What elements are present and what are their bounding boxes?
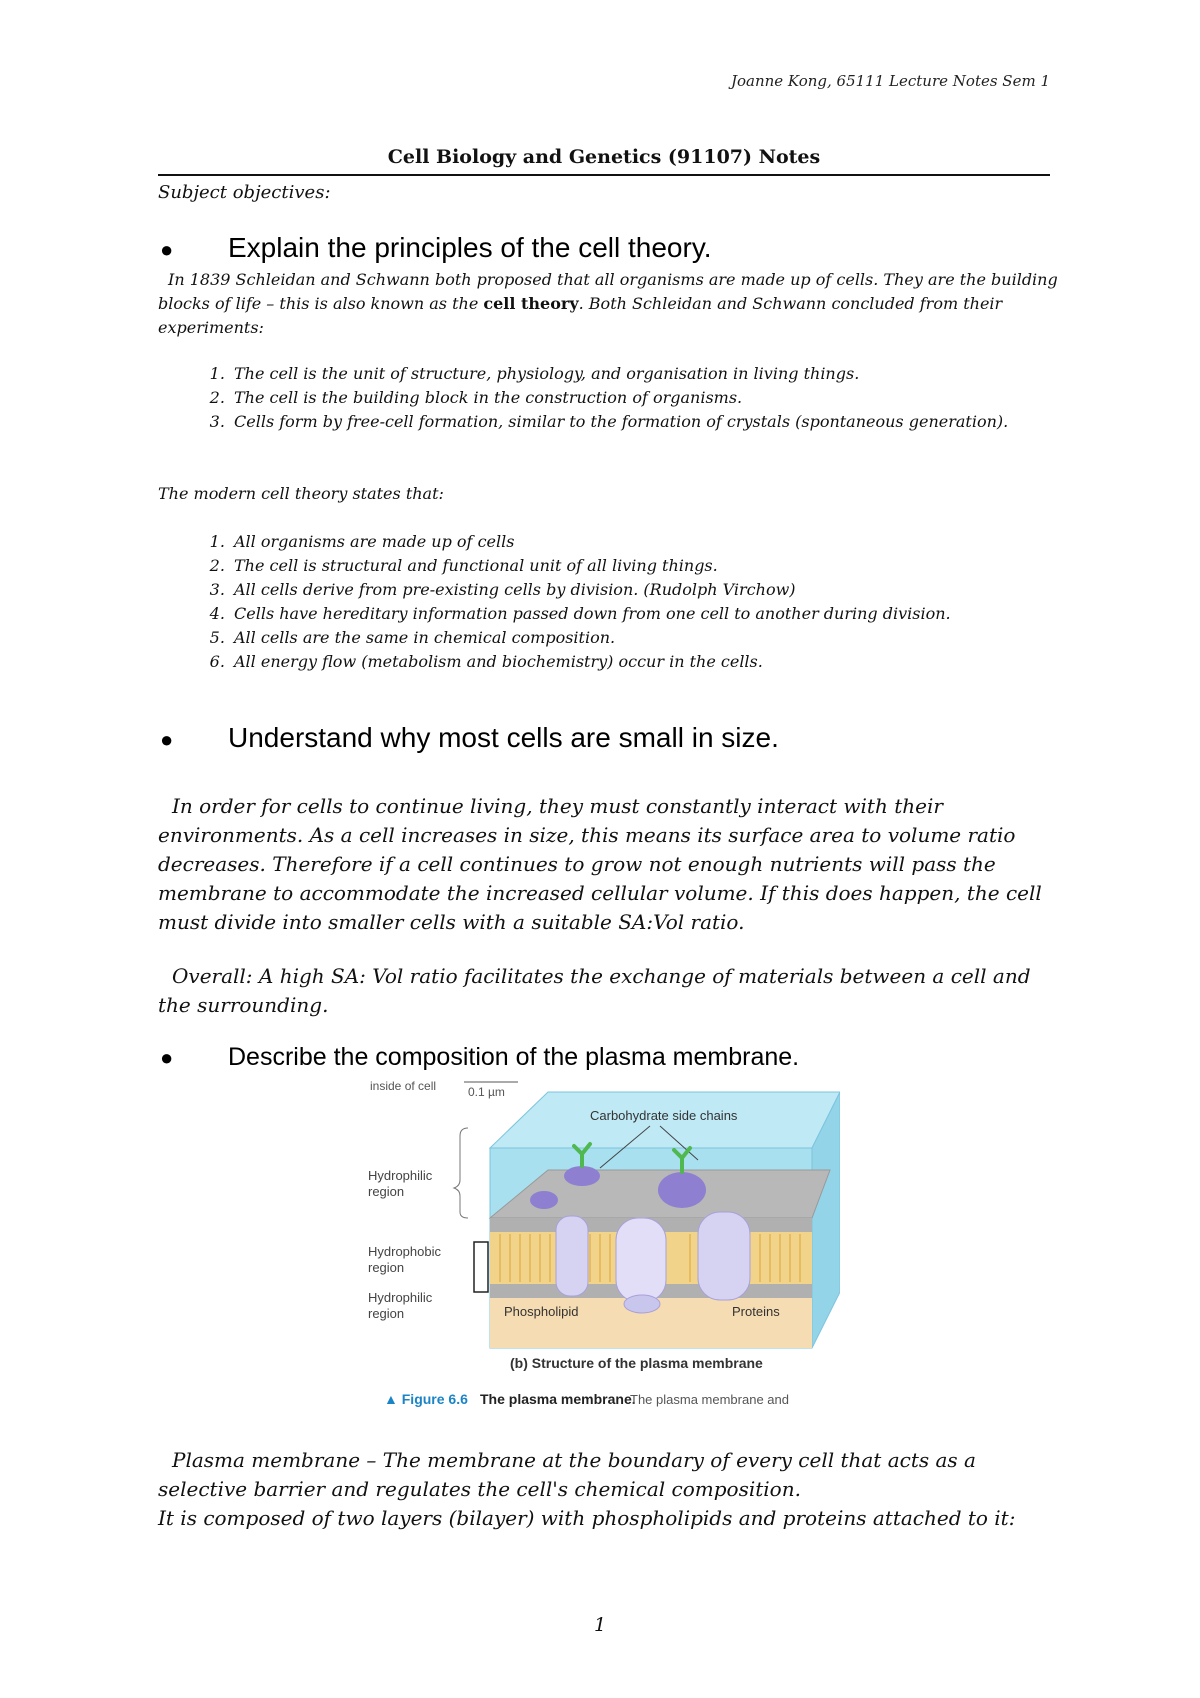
figure-text: The plasma membrane and — [630, 1392, 789, 1407]
figure-title: The plasma membrane. — [480, 1391, 636, 1407]
peripheral-protein — [624, 1295, 660, 1313]
list-item: 3. Cells form by free-cell formation, similar to the formation of crystals (spontaneous generation). — [230, 410, 1050, 434]
list-item: 1. The cell is the unit of structure, physiology, and organisation in living things. — [230, 362, 1050, 386]
schleidan-schwann-list — [192, 362, 1050, 434]
objective-heading-plasma-membrane — [160, 1040, 799, 1072]
carbohydrate-label: Carbohydrate side chains — [590, 1108, 738, 1123]
subject-objectives-label: Subject objectives: — [158, 182, 331, 203]
list-item: 6. All energy flow (metabolism and biochemistry) occur in the cells. — [230, 650, 1050, 674]
title-rule — [158, 174, 1050, 176]
surface-protein — [530, 1191, 558, 1209]
cell-theory-intro — [158, 268, 1058, 340]
figure-number: ▲ Figure 6.6 — [384, 1391, 468, 1407]
objective-heading-cell-theory — [160, 232, 712, 264]
scale-label: 0.1 µm — [468, 1085, 505, 1099]
list-item: 1. All organisms are made up of cells — [230, 530, 1050, 554]
objective-text: Understand why most cells are small in size. — [228, 722, 779, 753]
list-item: 2. The cell is structural and functional unit of all living things. — [230, 554, 1050, 578]
bullet-icon: ● — [160, 236, 174, 262]
plasma-membrane-definition: Plasma membrane – The membrane at the boundary of every cell that acts as a selective barrier and regulates the cell's chemical composition. — [158, 1448, 976, 1501]
list-item: 4. Cells have hereditary information passed down from one cell to another during division. — [230, 602, 1050, 626]
sa-vol-summary: Overall: A high SA: Vol ratio facilitates the exchange of materials between a cell and the surrounding. — [158, 964, 1031, 1017]
figure-subcaption: (b) Structure of the plasma membrane — [510, 1355, 763, 1371]
intro-bold-term: cell theory — [483, 294, 579, 313]
hydrophilic-bottom-label: Hydrophilic — [368, 1290, 433, 1305]
hydrophilic-label: Hydrophilic — [368, 1168, 433, 1183]
proteins-label: Proteins — [732, 1304, 780, 1319]
intro-text-2: . Both Schleidan and Schwann concluded from their experiments: — [158, 294, 1003, 337]
bullet-icon: ● — [160, 1044, 174, 1070]
page-number: 1 — [593, 1614, 607, 1636]
surface-protein — [564, 1166, 600, 1186]
phospholipid-highlight-box — [474, 1242, 488, 1292]
hydrophilic-bracket — [454, 1128, 468, 1218]
header-note: Joanne Kong, 65111 Lecture Notes Sem 1 — [730, 72, 1050, 90]
modern-theory-intro: The modern cell theory states that: — [158, 484, 444, 503]
list-item: 5. All cells are the same in chemical composition. — [230, 626, 1050, 650]
modern-theory-list — [192, 530, 1050, 674]
transmembrane-protein — [616, 1218, 666, 1302]
objective-text: Describe the composition of the plasma membrane. — [228, 1043, 800, 1071]
surface-protein — [658, 1172, 706, 1208]
cell-size-paragraph: In order for cells to continue living, they must constantly interact with their environments. As a cell increases in size, this means its surface area to volume ratio decreases. Therefore if a cell continues to grow not enough nutrients will pass the membrane to accommodate the increased cellular volume. If this does happen, the cell must divide into smaller cells with a suitable SA:Vol ratio. — [158, 794, 1042, 934]
hydrophobic-label-region: region — [368, 1260, 405, 1275]
objective-heading-cell-size — [160, 722, 779, 754]
list-item: 2. The cell is the building block in the construction of organisms. — [230, 386, 1050, 410]
intro-text-1: In 1839 Schleidan and Schwann both proposed that all organisms are made up of cells. They are the building blocks of life – this is also known as the — [158, 270, 1058, 313]
hydrophobic-label: Hydrophobic — [368, 1244, 441, 1259]
channel-protein — [556, 1216, 588, 1296]
plasma-membrane-figure — [360, 1078, 840, 1414]
phospholipid-label: Phospholipid — [504, 1304, 579, 1319]
inside-cell-label: inside of cell — [370, 1079, 437, 1093]
list-item: 3. All cells derive from pre-existing cells by division. (Rudolph Virchow) — [230, 578, 1050, 602]
bullet-icon: ● — [160, 726, 174, 752]
hydrophilic-label-region: region — [368, 1184, 405, 1199]
document-title: Cell Biology and Genetics (91107) Notes — [387, 146, 821, 168]
transmembrane-protein — [698, 1212, 750, 1300]
hydrophilic-bottom-label-region: region — [368, 1306, 405, 1321]
objective-text: Explain the principles of the cell theory. — [228, 232, 712, 263]
bilayer-composition: It is composed of two layers (bilayer) with phospholipids and proteins attached to it: — [158, 1506, 1016, 1530]
